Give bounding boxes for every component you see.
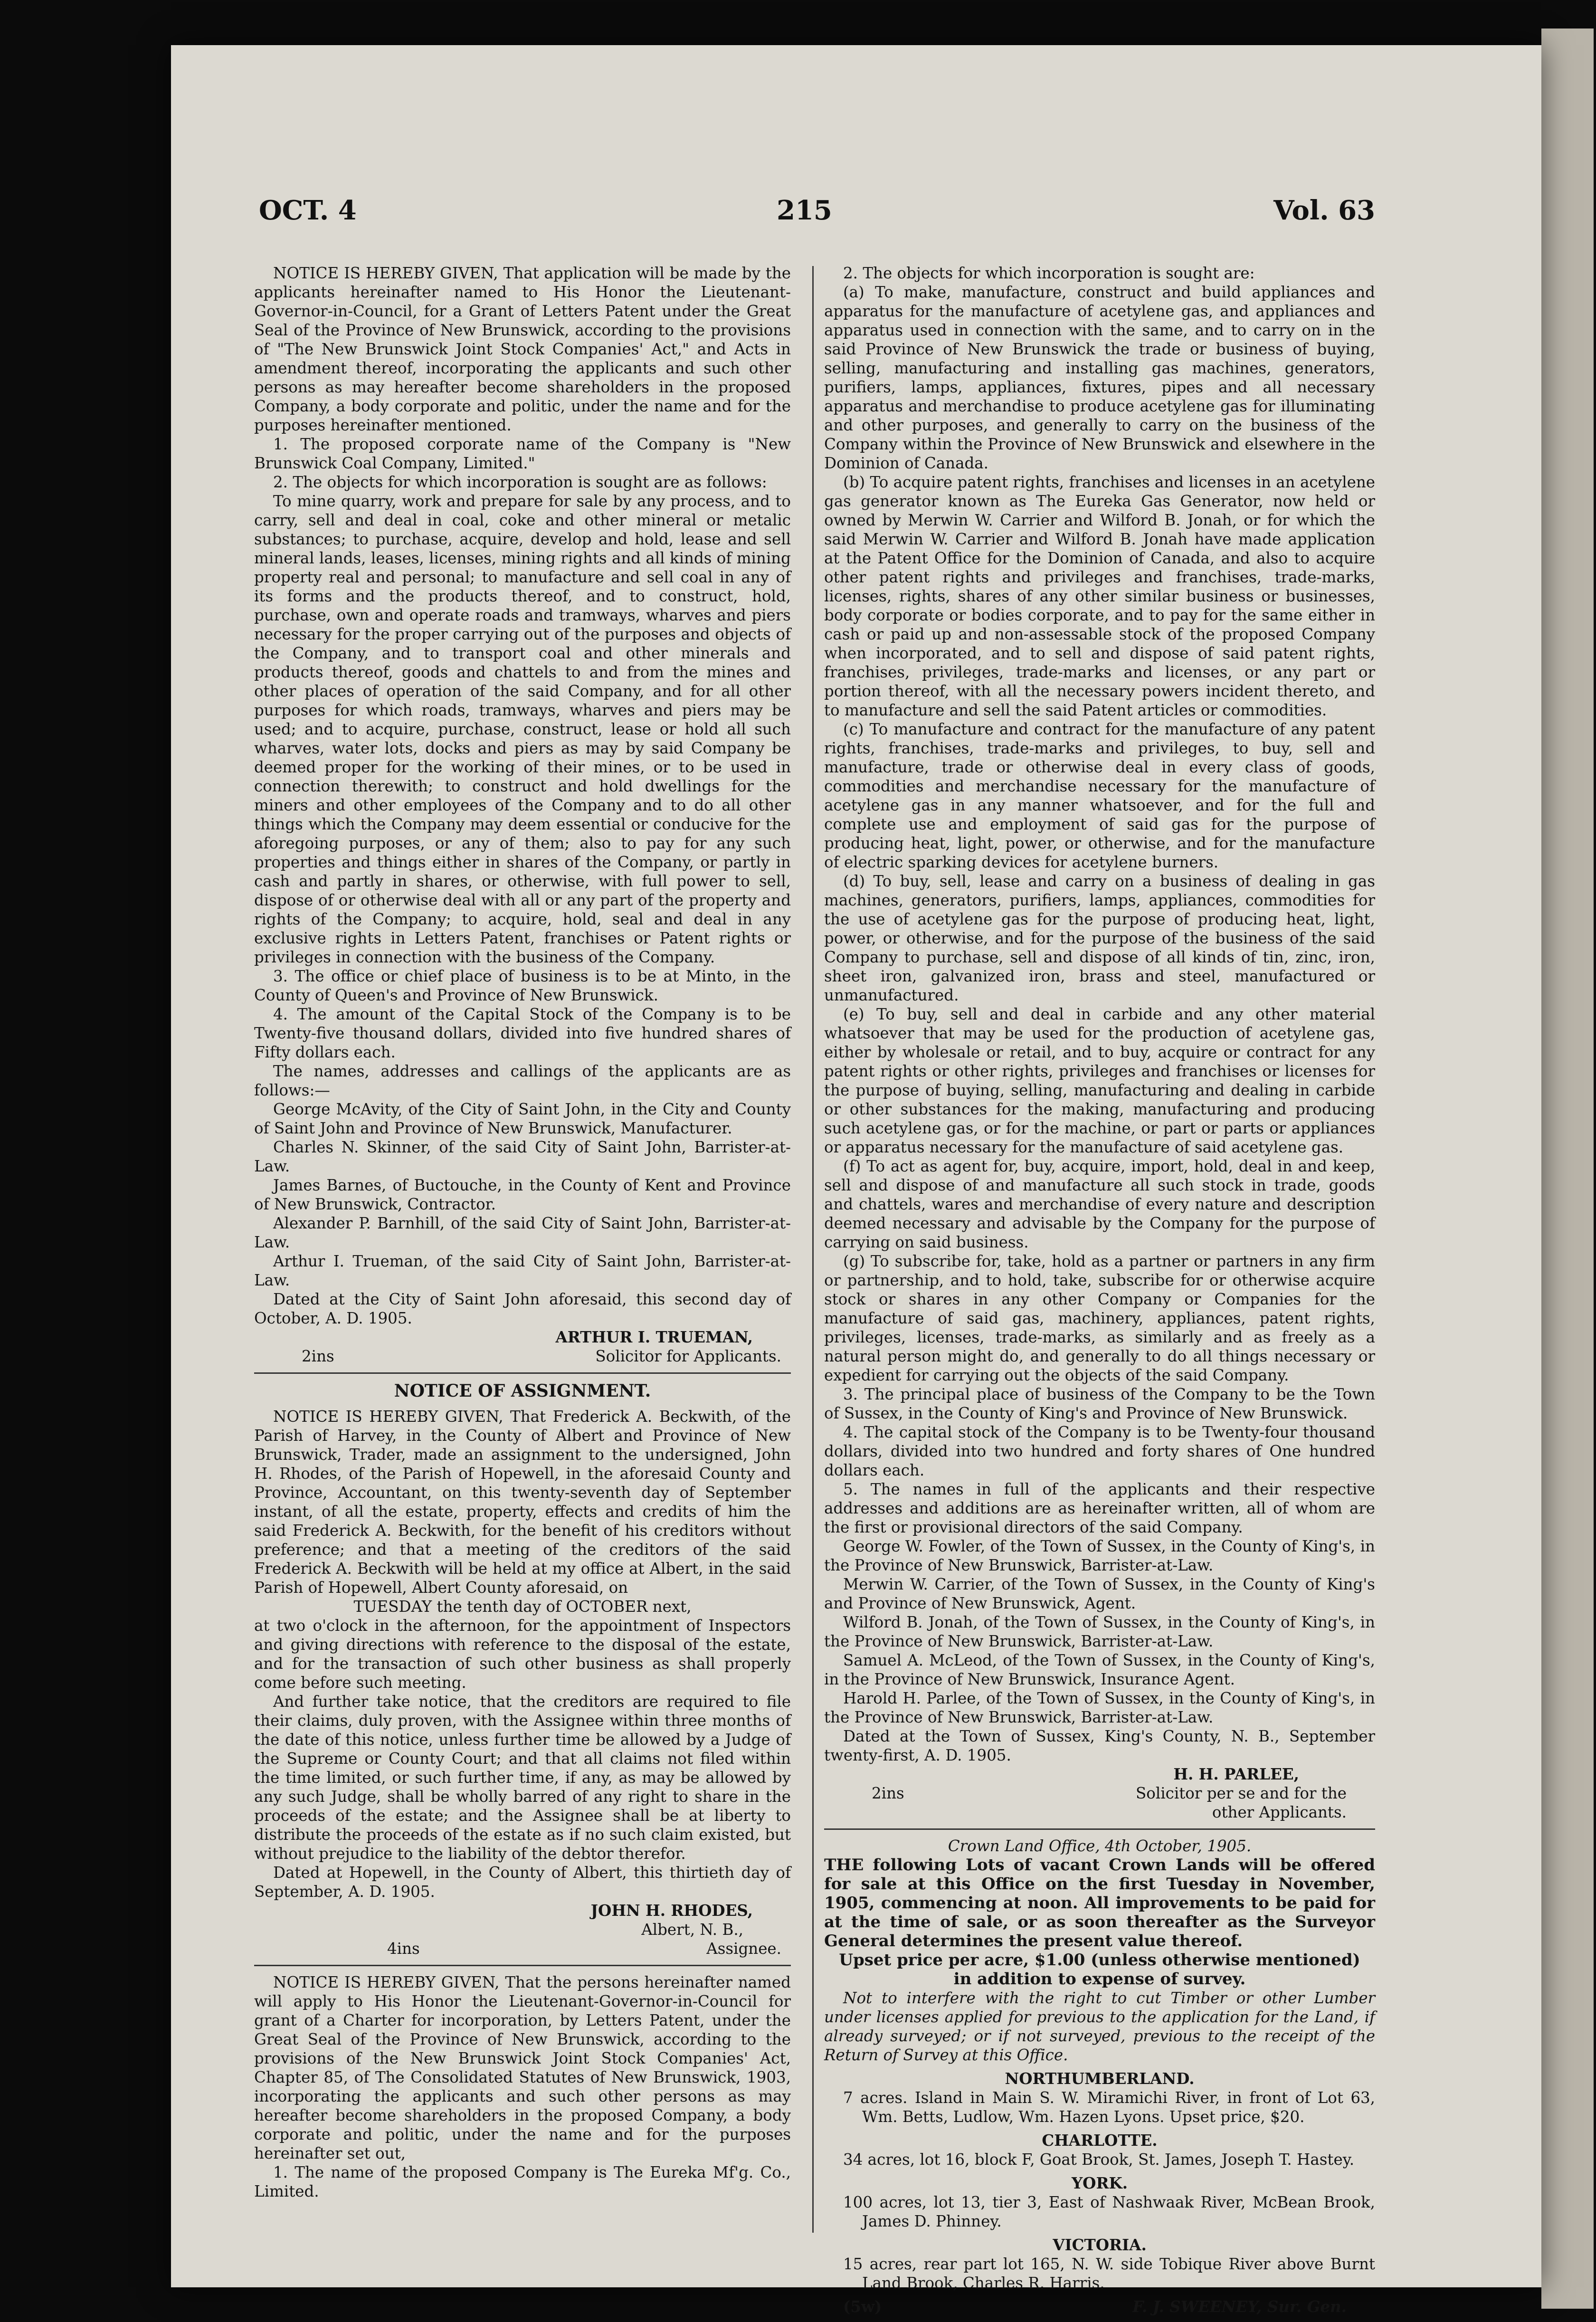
- object-entry: (c) To manufacture and contract for the manufacture of any patent rights, franchises, trade-marks and privileges, to buy, sell and manufacture, trade or otherwise deal in every class of goods, commodities and merchandise necessary for the manufacture of acetylene gas in any manner whatsoever, and for the full and complete use and employment of said gas for the purpose of producing heat, light, power, or otherwise, and for the manufacture of electric sparking devices for acetylene burners.: [824, 720, 1375, 871]
- signature-line: [824, 1784, 1375, 1803]
- signer-name: ARTHUR I. TRUEMAN,: [555, 1328, 753, 1346]
- notice-item-1: 1. The name of the proposed Company is The Eureka Mf'g. Co., Limited.: [254, 2163, 791, 2200]
- dated-line: Dated at Hopewell, in the County of Albert, this thirtieth day of September, A. D. 1905.: [254, 1864, 791, 1901]
- assignment-body-2: at two o'clock in the afternoon, for the appointment of Inspectors and giving directions with reference to the disposal of the estate, and for the transaction of such other business as shall properly come before such meeting.: [254, 1617, 791, 1692]
- notice-item-5: 5. The names in full of the applicants and their respective addresses and additions are as hereinafter written, all of whom are the first or provisional directors of the said Company.: [824, 1480, 1375, 1536]
- applicant-entry: Charles N. Skinner, of the said City of Saint John, Barrister-at-Law.: [254, 1138, 791, 1175]
- upset-price: Upset price per acre, $1.00 (unless otherwise mentioned): [839, 1951, 1360, 1970]
- insertion-count: (5w): [843, 2297, 882, 2316]
- timber-proviso: Not to interfere with the right to cut Timber or other Lumber under licenses applied for previous to the application for the Land, if already surveyed; or if not surveyed, previous to the receipt of the Return of Survey at this Office.: [824, 1989, 1375, 2064]
- signer-place: Albert, N. B.,: [641, 1921, 743, 1939]
- notice-item-1: 1. The proposed corporate name of the Company is "New Brunswick Coal Company, Limited.": [254, 435, 791, 472]
- insertion-count: 2ins: [872, 1784, 904, 1802]
- object-entry: (e) To buy, sell and deal in carbide and any other material whatsoever that may be used for the production of acetylene gas, either by wholesale or retail, and to buy, acquire or contract for any patent rights or other rights, privileges and franchises or licenses for the purpose of buying, selling, manufacturing and dealing in carbide or other substances for the making, manufacturing and producing such acetylene gas, or for the machine, or part or parts or appliances or apparatus necessary for the manufacture of said acetylene gas.: [824, 1005, 1375, 1156]
- applicant-entry: Samuel A. McLeod, of the Town of Sussex, in the County of King's, in the Province of New Brunswick, Insurance Agent.: [824, 1651, 1375, 1688]
- eureka-notice: [254, 1973, 791, 2201]
- county-heading: NORTHUMBERLAND.: [1005, 2069, 1195, 2088]
- applicant-entry: Arthur I. Trueman, of the said City of Saint John, Barrister-at-Law.: [254, 1252, 791, 1289]
- object-entry: (b) To acquire patent rights, franchises and licenses in an acetylene gas generator known as The Eureka Gas Generator, now held or owned by Merwin W. Carrier and Wilford B. Jonah, or for which the said Merwin W. Carrier and Wilford B. Jonah have made application at the Patent Office for the Dominion of Canada, and also to acquire other patent rights and privileges and franchises, trade-marks, licenses, rights, shares of any other similar business or businesses, body corporate or bodies corporate, and to pay for the same either in cash or paid up and non-assessable stock of the proposed Company when incorporated, and to sell and dispose of said patent rights, franchises, privileges, trade-marks and licenses, or any part or portion thereof, with all the necessary powers incident thereto, and to manufacture and sell the said Patent articles or commodities.: [824, 473, 1375, 719]
- notice-item-2-title: 2. The objects for which incorporation is sought are as follows:: [273, 473, 767, 491]
- eureka-notice-continued: [824, 264, 1375, 1822]
- notice-item-3: 3. The office or chief place of business is to be at Minto, in the County of Queen's and Province of New Brunswick.: [254, 967, 791, 1004]
- applicant-entry: Wilford B. Jonah, of the Town of Sussex, in the County of King's, in the Province of New Brunswick, Barrister-at-Law.: [824, 1613, 1375, 1650]
- section-rule: [824, 1828, 1375, 1830]
- object-entry: (g) To subscribe for, take, hold as a partner or partners in any firm or partnership, and to hold, take, subscribe for or otherwise acquire stock or shares in any other Company or Companies for the manufacture of said gas, machinery, appliances, patent rights, privileges, licenses, trade-marks, as similarly and as freely as a natural person might do, and generally to do all things necessary or expedient for carrying out the objects of the said Company.: [824, 1252, 1375, 1384]
- assignment-body-3: And further take notice, that the creditors are required to file their claims, duly proven, with the Assignee within three months of the date of this notice, unless further time be allowed by a Judge of the Supreme or County Court; and that all claims not filed within the time limited, or such further time, if any, as may be allowed by any such Judge, shall be wholly barred of any right to share in the proceeds of the estate; and the Assignee shall be at liberty to distribute the proceeds of the estate as if no such claim existed, but without prejudice to the liability of the debtor therefor.: [254, 1693, 791, 1863]
- next-page-edge: [1541, 29, 1594, 2309]
- notice-intro: NOTICE IS HEREBY GIVEN, That application will be made by the applicants hereinafter named to His Honor the Lieutenant-Governor-in-Council, for a Grant of Letters Patent under the Great Seal of the Province of New Brunswick, according to the provisions of "The New Brunswick Joint Stock Companies' Act," and Acts in amendment thereof, incorporating the applicants and such other persons as may hereafter become shareholders in the proposed Company, a body corporate and politic, under the name and for the purposes hereinafter mentioned.: [254, 264, 791, 434]
- applicant-entry: George McAvity, of the City of Saint John, in the City and County of Saint John and Province of New Brunswick, Manufacturer.: [254, 1100, 791, 1137]
- county-heading: CHARLOTTE.: [1042, 2131, 1158, 2150]
- applicants-intro: The names, addresses and callings of the applicants are as follows:—: [254, 1062, 791, 1099]
- notice-item-3: 3. The principal place of business of the Company to be the Town of Sussex, in the County of King's and Province of New Brunswick.: [824, 1385, 1375, 1422]
- signature-line: [254, 1347, 791, 1366]
- notice-intro: NOTICE IS HEREBY GIVEN, That the persons hereinafter named will apply to His Honor the Lieutenant-Governor-in-Council for grant of a Charter for incorporation, by Letters Patent, under the Great Seal of the Province of New Brunswick, according to the provisions of the New Brunswick Joint Stock Companies' Act, Chapter 85, of The Consolidated Statutes of New Brunswick, 1903, incorporating the applicants and such other persons as may hereafter become shareholders in the proposed Company, a body corporate and politic, under the name and for the purposes hereinafter set out,: [254, 1973, 791, 2162]
- insertion-count: 4ins: [387, 1940, 420, 1958]
- upset-price-continued: in addition to expense of survey.: [953, 1970, 1246, 1989]
- object-entry: (a) To make, manufacture, construct and build appliances and apparatus for the manufacture of acetylene gas, and appliances and apparatus used in connection with the same, and to carry on in the said Province of New Brunswick the trade or business of buying, selling, manufacturing and installing gas machines, generators, purifiers, lamps, appliances, fixtures, pipes and all necessary apparatus and merchandise to produce acetylene gas for illuminating and other purposes, and generally to carry on the business of the Company within the Province of New Brunswick and elsewhere in the Dominion of Canada.: [824, 283, 1375, 472]
- objects-title: 2. The objects for which incorporation is sought are:: [843, 264, 1255, 282]
- object-entry: (f) To act as agent for, buy, acquire, import, hold, deal in and keep, sell and dispose of and manufacture all such stock in trade, goods and chattels, wares and merchandise of every nature and description deemed necessary and advisable by the Company for the purpose of carrying on said business.: [824, 1157, 1375, 1251]
- notice-item-4: 4. The amount of the Capital Stock of the Company is to be Twenty-five thousand dollars, divided into five hundred shares of Fifty dollars each.: [254, 1005, 791, 1061]
- assignment-body-1: NOTICE IS HEREBY GIVEN, That Frederick A. Beckwith, of the Parish of Harvey, in the County of Albert and Province of New Brunswick, Trader, made an assignment to the undersigned, John H. Rhodes, of the Parish of Hopewell, in the aforesaid County and Province, Accountant, on this twenty-seventh day of September instant, of all the estate, property, effects and credits of him the said Frederick A. Beckwith, for the benefit of his creditors without preference; and that a meeting of the creditors of the said Frederick A. Beckwith will be held at my office at Albert, in the said Parish of Hopewell, Albert County aforesaid, on: [254, 1408, 791, 1597]
- signer-name: F. J. SWEENEY, Sur. Gen.: [1132, 2297, 1347, 2316]
- meeting-day: TUESDAY the tenth day of OCTOBER next,: [353, 1598, 692, 1616]
- crown-land-notice: [824, 1837, 1375, 2320]
- signer-title: Solicitor per se and for the: [1136, 1784, 1347, 1802]
- section-rule: [254, 1372, 791, 1374]
- county-heading: YORK.: [1071, 2174, 1128, 2192]
- notice-title: NOTICE OF ASSIGNMENT.: [394, 1381, 651, 1401]
- right-column: [824, 264, 1375, 2320]
- volume-label: Vol. 63: [1273, 195, 1375, 226]
- crown-land-body: THE following Lots of vacant Crown Lands will be offered for sale at this Office on the first Tuesday in November, 1905, commencing at noon. All improvements to be paid for at the time of sale, or as soon thereafter as the Surveyor General determines the present value thereof.: [824, 1856, 1375, 1951]
- applicant-entry: Alexander P. Barnhill, of the said City of Saint John, Barrister-at-Law.: [254, 1214, 791, 1251]
- column-divider: [812, 266, 814, 2233]
- applicant-entry: Harold H. Parlee, of the Town of Sussex, in the County of King's, in the Province of New Brunswick, Barrister-at-Law.: [824, 1689, 1375, 1726]
- signer-name: H. H. PARLEE,: [1173, 1765, 1299, 1783]
- header-date: OCT. 4: [259, 195, 357, 226]
- signer-title: Solicitor for Applicants.: [595, 1347, 781, 1365]
- left-column: [254, 264, 791, 2201]
- notice-item-4: 4. The capital stock of the Company is to be Twenty-four thousand dollars, divided into two hundred and forty shares of One hundred dollars each.: [824, 1423, 1375, 1479]
- lot-entry: 100 acres, lot 13, tier 3, East of Nashwaak River, McBean Brook, James D. Phinney.: [843, 2193, 1375, 2230]
- dated-line: Dated at the Town of Sussex, King's County, N. B., September twenty-first, A. D. 1905.: [824, 1727, 1375, 1764]
- insertion-count: 2ins: [302, 1347, 334, 1365]
- assignment-notice: [254, 1381, 791, 1958]
- crown-land-dateline: Crown Land Office, 4th October, 1905.: [948, 1837, 1252, 1855]
- lot-entry: 34 acres, lot 16, block F, Goat Brook, St. James, Joseph T. Hastey.: [843, 2151, 1355, 2169]
- signer-title: Assignee.: [706, 1940, 781, 1958]
- signature-line: [824, 2297, 1375, 2320]
- lot-entry: 7 acres. Island in Main S. W. Miramichi River, in front of Lot 63, Wm. Betts, Ludlow, Wm. Hazen Lyons. Upset price, $20.: [843, 2089, 1375, 2126]
- applicant-entry: George W. Fowler, of the Town of Sussex, in the County of King's, in the Province of New Brunswick, Barrister-at-Law.: [824, 1537, 1375, 1574]
- page-header: [259, 195, 1375, 233]
- signer-name: JOHN H. RHODES,: [590, 1901, 753, 1920]
- lot-entry: 15 acres, rear part lot 165, N. W. side Tobique River above Burnt Land Brook, Charles R. Harris.: [843, 2255, 1375, 2292]
- object-entry: (d) To buy, sell, lease and carry on a business of dealing in gas machines, generators, purifiers, lamps, appliances, commodities for the use of acetylene gas for the purpose of producing heat, light, power, or otherwise, and for the purpose of the business of the said Company to purchase, sell and dispose of all kinds of tin, zinc, iron, sheet iron, galvanized iron, brass and steel, manufactured or unmanufactured.: [824, 872, 1375, 1004]
- section-rule: [254, 1965, 791, 1966]
- applicant-entry: James Barnes, of Buctouche, in the County of Kent and Province of New Brunswick, Contractor.: [254, 1176, 791, 1213]
- signature-line: [254, 1939, 791, 1958]
- applicant-entry: Merwin W. Carrier, of the Town of Sussex, in the County of King's and Province of New Brunswick, Agent.: [824, 1575, 1375, 1612]
- notice-item-2-text: To mine quarry, work and prepare for sale by any process, and to carry, sell and deal in coal, coke and other mineral or metalic substances; to purchase, acquire, develop and hold, lease and sell mineral lands, leases, licenses, mining rights and all kinds of mining property real and personal; to manufacture and sell coal in any of its forms and the products thereof, and to construct, hold, purchase, own and operate roads and tramways, wharves and piers necessary for the proper carrying out of the purposes and objects of the Company, and to transport coal and other minerals and products thereof, goods and chattels to and from the mines and other places of operation of the said Company, and for all other purposes for which roads, tramways, wharves and piers may be used; and to acquire, purchase, construct, lease or hold all such wharves, water lots, docks and piers as may by said Company be deemed proper for the working of their mines, or to be used in connection therewith; to construct and hold dwellings for the miners and other employees of the Company and to do all other things which the Company may deem essential or conducive for the aforegoing purposes, or any of them; also to pay for any such properties and things either in shares of the Company, or partly in cash and partly in shares, or otherwise, with full power to sell, dispose of or otherwise deal with all or any part of the property and rights of the Company; to acquire, hold, seal and deal in any exclusive rights in Letters Patent, franchises or Patent rights or privileges in connection with the business of the Company.: [254, 492, 791, 966]
- dated-line: Dated at the City of Saint John aforesaid, this second day of October, A. D. 1905.: [254, 1290, 791, 1327]
- county-heading: VICTORIA.: [1053, 2236, 1147, 2254]
- signer-title-continued: other Applicants.: [1212, 1803, 1347, 1821]
- coal-company-notice: [254, 264, 791, 1366]
- page-number: 215: [777, 195, 832, 226]
